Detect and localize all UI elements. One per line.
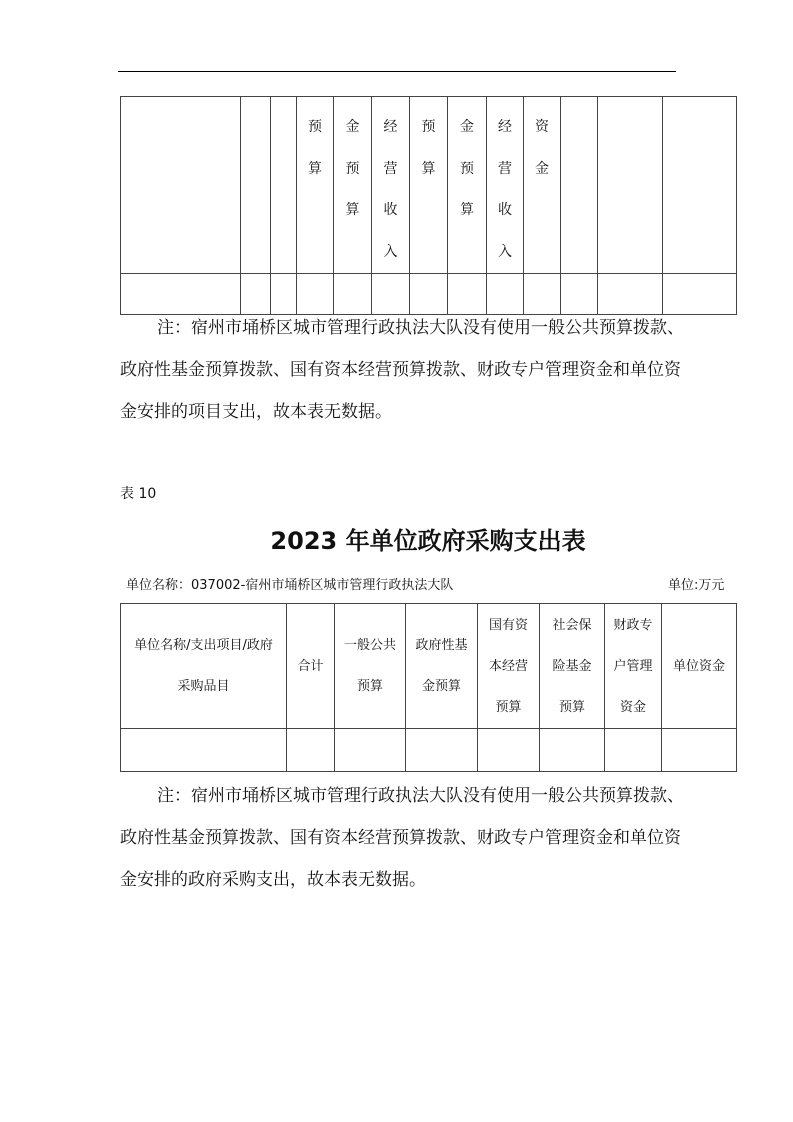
header-char: 收 [498,202,512,218]
header-text: 社会保险基金预算 [552,617,592,715]
table-header-row [121,604,737,729]
header-unit-funds [662,604,737,729]
header-char: 算 [460,202,474,218]
header-text: 政府性基金预算 [415,638,468,694]
header-char: 预 [308,119,322,135]
table-title: 2023 年单位政府采购支出表 [270,527,586,555]
unit-name: 单位名称：037002-宿州市埇桥区城市管理行政执法大队 [126,578,454,593]
header-char: 算 [308,160,322,177]
header-text: 合计 [297,658,324,674]
header-total [287,604,335,729]
header-char: 算 [421,160,436,177]
table-header-row [121,97,737,274]
government-procurement-table [120,603,737,772]
header-char: 金 [535,160,549,177]
header-cell [487,97,524,274]
header-cell [334,97,372,274]
note-paragraph: 注：宿州市埇桥区城市管理行政执法大队没有使用一般公共预算拨款、政府性基金预算拨款、国有资本经营预算拨款、财政专户管理资金和单位资金安排的项目支出，故本表无数据。 [120,318,684,422]
header-text: 单位名称/支出项目/政府采购品目 [134,638,273,694]
header-char: 算 [345,202,360,218]
header-cell [297,97,334,274]
header-cell [372,97,410,274]
table-row [121,729,737,772]
header-cell [663,97,737,274]
header-char: 预 [421,119,436,135]
unit: 单位:万元 [668,578,725,593]
header-cell [121,97,241,274]
header-char: 资 [535,119,549,135]
header-cell [598,97,663,274]
header-state-capital [478,604,540,729]
header-social-insurance [540,604,605,729]
header-char: 预 [460,160,474,177]
header-item [121,604,287,729]
header-char: 入 [498,243,512,260]
header-char: 收 [383,202,398,218]
header-cell [410,97,448,274]
header-text: 一般公共预算 [343,638,396,694]
header-fund [406,604,478,729]
header-cell [448,97,487,274]
header-char: 预 [345,160,360,177]
header-text: 国有资本经营预算 [488,617,528,715]
table-label: 表 10 [120,486,157,502]
header-cell [524,97,561,274]
header-cell [241,97,271,274]
header-text: 单位资金 [672,658,725,674]
header-cell [271,97,297,274]
header-rule [118,71,676,72]
header-special-account [605,604,662,729]
header-char: 经 [383,119,398,135]
header-cell [561,97,598,274]
header-general [335,604,406,729]
header-text: 财政专户管理资金 [613,617,653,715]
header-char: 经 [498,119,512,135]
header-char: 金 [460,119,474,135]
header-char: 金 [345,119,360,135]
header-char: 营 [383,160,398,177]
header-char: 营 [498,160,512,177]
header-char: 入 [383,243,398,260]
table-9-continued [120,96,737,315]
note-paragraph: 注：宿州市埇桥区城市管理行政执法大队没有使用一般公共预算拨款、政府性基金预算拨款、国有资本经营预算拨款、财政专户管理资金和单位资金安排的政府采购支出，故本表无数据。 [120,786,684,890]
